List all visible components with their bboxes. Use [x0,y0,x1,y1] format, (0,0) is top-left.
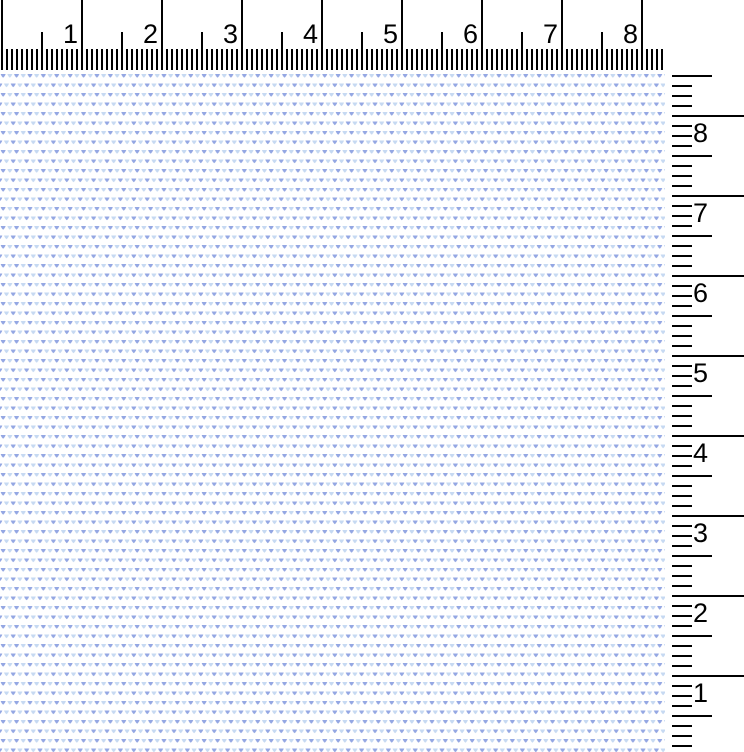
ruler-tick [411,49,413,70]
ruler-tick [376,49,378,70]
ruler-tick [672,355,744,357]
fabric-pattern-swatch [0,73,665,752]
ruler-tick [551,49,553,70]
ruler-tick [672,125,692,127]
ruler-tick [191,49,193,70]
ruler-tick [556,49,558,70]
ruler-tick [672,655,692,657]
ruler-tick [596,49,598,70]
ruler-tick [126,49,128,70]
ruler-tick [296,49,298,70]
ruler-tick [672,395,712,397]
ruler-tick [672,365,692,367]
ruler-tick [231,49,233,70]
ruler-tick [672,425,692,427]
ruler-tick [331,49,333,70]
ruler-tick [221,49,223,70]
ruler-tick [672,545,692,547]
ruler-tick [186,49,188,70]
ruler-tick [16,49,18,70]
ruler-tick [106,49,108,70]
ruler-tick [31,49,33,70]
ruler-tick [491,49,493,70]
ruler-tick [541,49,543,70]
ruler-tick [581,49,583,70]
ruler-number-label: 3 [693,518,709,548]
ruler-tick [66,49,68,70]
ruler-tick [672,275,744,277]
ruler-tick [96,49,98,70]
ruler-tick [436,49,438,70]
ruler-tick [672,155,712,157]
ruler-tick [672,135,692,137]
ruler-tick [672,605,692,607]
ruler-tick [586,49,588,70]
ruler-tick [672,245,692,247]
ruler-tick [476,49,478,70]
ruler-tick [461,49,463,70]
ruler-tick [672,265,692,267]
ruler-tick [46,49,48,70]
ruler-tick [241,0,243,70]
ruler-tick [672,515,744,517]
ruler-tick [672,165,692,167]
ruler-tick [672,95,692,97]
ruler-tick [631,49,633,70]
ruler-tick [672,195,744,197]
ruler-tick [211,49,213,70]
ruler-number-label: 2 [693,598,709,628]
ruler-number-label: 3 [222,19,238,49]
ruler-tick [672,85,692,87]
ruler-tick [672,205,692,207]
ruler-tick [341,49,343,70]
horizontal-ruler [0,0,665,73]
ruler-tick [661,49,663,70]
ruler-tick [421,49,423,70]
ruler-tick [91,49,93,70]
ruler-tick [396,49,398,70]
ruler-tick [576,49,578,70]
ruler-tick [672,685,692,687]
ruler-tick [391,49,393,70]
ruler-tick [611,49,613,70]
ruler-tick [672,695,692,697]
ruler-tick [21,49,23,70]
ruler-tick [672,185,692,187]
ruler-tick [616,49,618,70]
ruler-tick [181,49,183,70]
ruler-tick [271,49,273,70]
ruler-tick [381,49,383,70]
ruler-tick [672,555,712,557]
ruler-number-label: 6 [462,19,478,49]
ruler-tick [672,715,712,717]
ruler-tick [226,49,228,70]
ruler-number-label: 4 [693,438,709,468]
ruler-tick [321,0,323,70]
ruler-tick [641,0,643,70]
ruler-tick [131,49,133,70]
ruler-tick [672,445,692,447]
ruler-tick [566,49,568,70]
ruler-tick [56,49,58,70]
ruler-tick [481,0,483,70]
ruler-tick [672,505,692,507]
ruler-tick [11,49,13,70]
ruler-tick [466,49,468,70]
ruler-tick [76,49,78,70]
ruler-tick [36,49,38,70]
ruler-tick [672,235,712,237]
ruler-tick [672,215,692,217]
ruler-number-label: 2 [142,19,158,49]
ruler-tick [672,475,712,477]
ruler-tick [672,705,692,707]
ruler-tick [291,49,293,70]
ruler-tick [416,49,418,70]
ruler-tick [511,49,513,70]
ruler-tick [672,455,692,457]
ruler-tick [546,49,548,70]
ruler-number-label: 6 [693,278,709,308]
ruler-tick [26,49,28,70]
ruler-tick [371,49,373,70]
ruler-tick [672,645,692,647]
ruler-tick [136,49,138,70]
vertical-ruler [665,73,744,752]
ruler-tick [672,305,692,307]
ruler-tick [536,49,538,70]
ruler-tick [672,525,692,527]
ruler-tick [526,49,528,70]
ruler-tick [101,49,103,70]
ruler-tick [451,49,453,70]
ruler-tick [672,345,692,347]
ruler-number-label: 7 [542,19,558,49]
ruler-tick [672,255,692,257]
ruler-tick [111,49,113,70]
ruler-tick [672,75,712,77]
ruler-tick [626,49,628,70]
ruler-tick [672,285,692,287]
ruler-number-label: 7 [693,198,709,228]
ruler-tick [621,49,623,70]
ruler-tick [86,49,88,70]
ruler-tick [672,745,692,747]
ruler-tick [171,49,173,70]
ruler-tick [251,49,253,70]
ruler-corner-blank [665,0,744,73]
ruler-tick [672,335,692,337]
ruler-tick [71,49,73,70]
ruler-tick [196,49,198,70]
ruler-tick [672,405,692,407]
ruler-tick [672,625,692,627]
ruler-number-label: 1 [62,19,78,49]
ruler-tick [672,315,712,317]
ruler-tick [531,49,533,70]
ruler-tick [606,49,608,70]
ruler-tick [141,49,143,70]
ruler-tick [306,49,308,70]
ruler-tick [672,575,692,577]
ruler-tick [471,49,473,70]
ruler-tick [506,49,508,70]
ruler-tick [401,0,403,70]
ruler-tick [496,49,498,70]
ruler-number-label: 8 [622,19,638,49]
ruler-tick [672,105,692,107]
ruler-tick [446,49,448,70]
ruler-tick [672,415,692,417]
ruler-tick [386,49,388,70]
ruler-tick [636,49,638,70]
ruler-tick [261,49,263,70]
ruler-tick [656,49,658,70]
ruler-tick [672,675,744,677]
ruler-tick [286,49,288,70]
ruler-tick [672,565,692,567]
ruler-tick [316,49,318,70]
ruler-tick [351,49,353,70]
ruler-tick [116,49,118,70]
ruler-tick [516,49,518,70]
ruler-tick [266,49,268,70]
ruler-tick [426,49,428,70]
ruler-tick [672,485,692,487]
ruler-tick [216,49,218,70]
ruler-tick [672,375,692,377]
ruler-tick [672,595,744,597]
ruler-tick [366,49,368,70]
ruler-tick [672,115,744,117]
ruler-tick [336,49,338,70]
ruler-number-label: 8 [693,118,709,148]
ruler-tick [61,49,63,70]
ruler-tick [6,49,8,70]
ruler-tick [346,49,348,70]
ruler-tick [51,49,53,70]
ruler-tick [672,145,692,147]
ruler-tick [672,665,692,667]
ruler-tick [1,0,3,70]
ruler-tick [672,725,692,727]
ruler-number-label: 1 [693,678,709,708]
ruler-number-label: 5 [382,19,398,49]
ruler-tick [672,585,692,587]
ruler-tick [406,49,408,70]
ruler-tick [561,0,563,70]
ruler-tick [206,49,208,70]
ruler-number-label: 5 [693,358,709,388]
ruler-tick [591,49,593,70]
ruler-tick [356,49,358,70]
ruler-tick [301,49,303,70]
ruler-tick [646,49,648,70]
ruler-tick [256,49,258,70]
ruler-tick [672,535,692,537]
ruler-tick [176,49,178,70]
ruler-tick [672,735,692,737]
ruler-tick [166,49,168,70]
ruler-tick [672,495,692,497]
ruler-tick [431,49,433,70]
ruler-tick [311,49,313,70]
ruler-number-label: 4 [302,19,318,49]
ruler-tick [571,49,573,70]
ruler-tick [486,49,488,70]
ruler-tick [672,385,692,387]
ruler-tick [276,49,278,70]
ruler-tick [672,225,692,227]
ruler-tick [156,49,158,70]
ruler-tick [651,49,653,70]
ruler-tick [672,175,692,177]
ruler-tick [161,0,163,70]
ruler-tick [672,435,744,437]
ruler-tick [246,49,248,70]
ruler-tick [672,295,692,297]
ruler-tick [672,635,712,637]
ruler-tick [151,49,153,70]
ruler-tick [146,49,148,70]
ruler-tick [672,615,692,617]
ruler-tick [501,49,503,70]
ruler-tick [672,465,692,467]
ruler-tick [456,49,458,70]
fabric-pattern-fill [0,73,665,752]
ruler-tick [236,49,238,70]
ruler-tick [672,325,692,327]
ruler-tick [326,49,328,70]
ruler-tick [81,0,83,70]
